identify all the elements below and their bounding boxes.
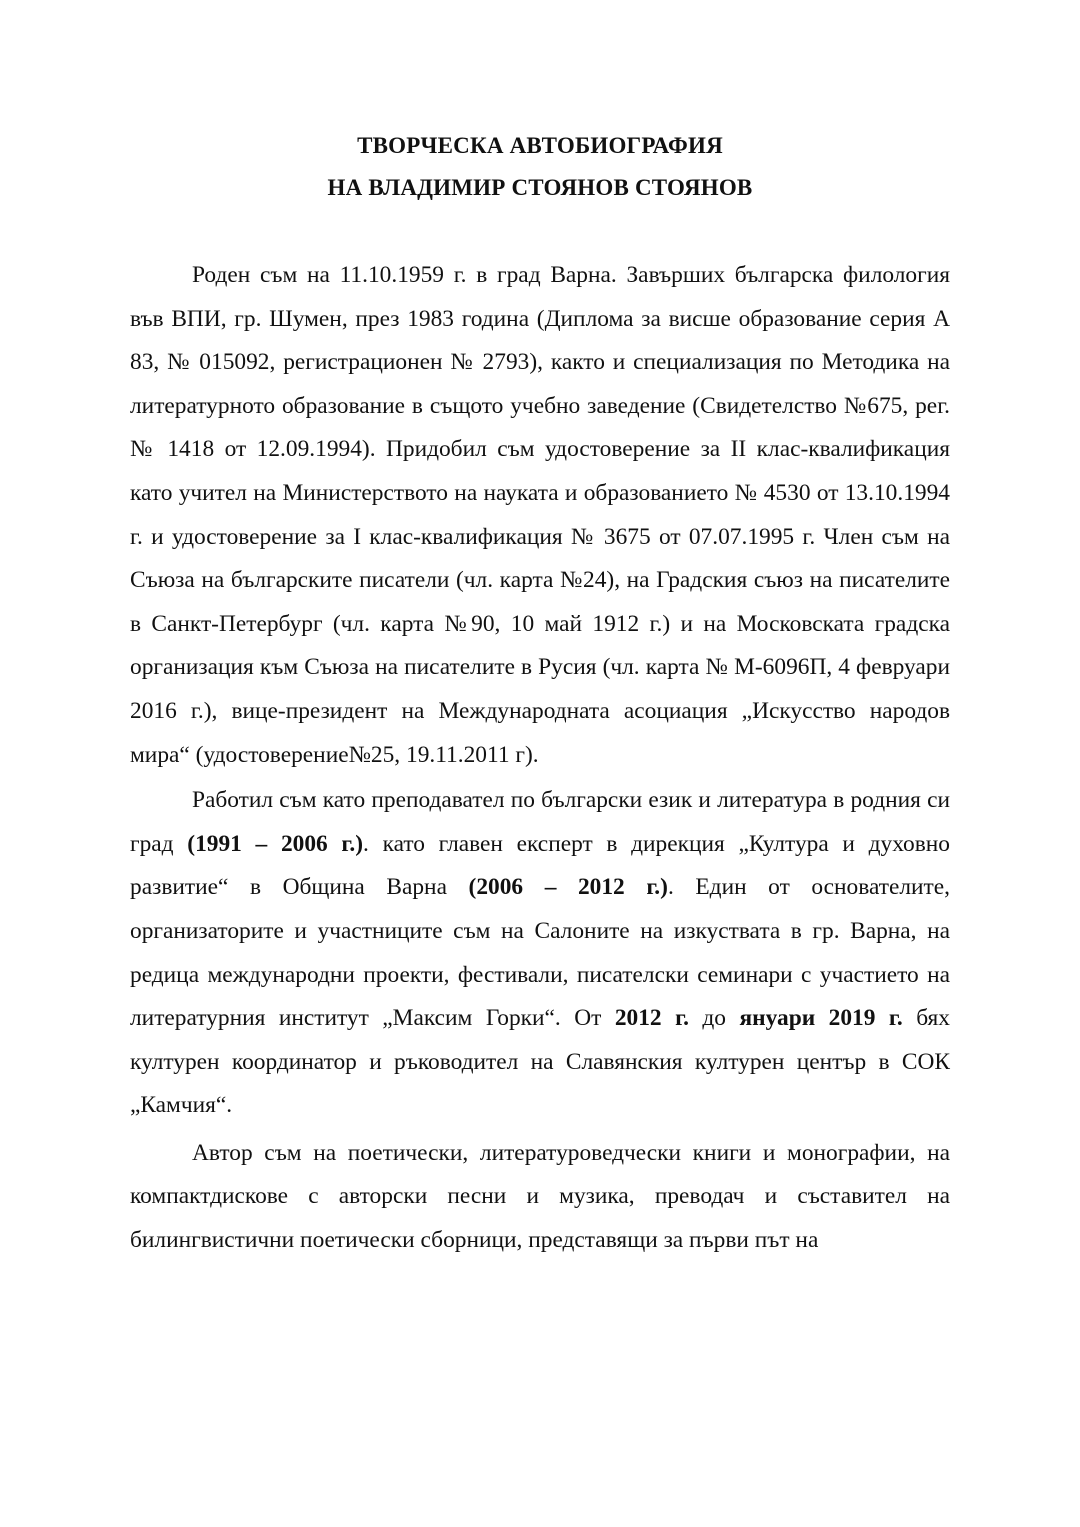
paragraph-2-bold-4: януари 2019 г. [739, 1005, 903, 1032]
paragraph-2 [130, 779, 950, 1128]
paragraph-2-text-3: . Един от основателите, организаторите и участниците съм на Салоните на изкуствата в гр. Варна, на редица международни проекти, фестивали, писателски семинари с участието на литературния институт „Максим Горки“. От [130, 874, 950, 1032]
paragraph-2-text-1: Работил съм като преподавател по български език и литература в родния си град [130, 787, 950, 857]
paragraph-2-bold-3: 2012 г. [614, 1005, 689, 1032]
document-title [0, 125, 1080, 209]
paragraph-2-text-5: бях културен координатор и ръководител на Славянския културен център в СОК „Камчия“. [130, 1005, 950, 1119]
paragraph-3: Автор съм на поетически, литературоведчески книги и монографии, на компактдискове с авторски песни и музика, преводач и съставител на билингвистични поетически сборници, представящи за първи път на [130, 1139, 950, 1254]
paragraph-2-text-4: до [688, 1005, 740, 1032]
paragraph-2-bold-1: (1991 – 2006 г.) [187, 830, 364, 857]
paragraph-2-bold-2: (2006 – 2012 г.) [468, 874, 668, 901]
title-line-1: ТВОРЧЕСКА АВТОБИОГРАФИЯ [357, 133, 723, 158]
paragraph-2-text-2: . като главен експерт в дирекция „Култура и духовно развитие“ в Община Варна [130, 830, 951, 901]
title-line-2: НА ВЛАДИМИР СТОЯНОВ СТОЯНОВ [327, 175, 753, 200]
paragraph-1: Роден съм на 11.10.1959 г. в град Варна. Завърших българска филология във ВПИ, гр. Шумен, през 1983 година (Диплома за висше образование серия А 83, № 015092, регистрационен № 2793), както и специализация по Методика на литературното образование в същото учебно заведение (Свидетелство №675, рег.№ 1418 от 12.09.1994). Придобил съм удостоверение за II клас-квалификация като учител на Министерството на науката и образованието № 4530 от 13.10.1994 г. и удостоверение за I клас-квалификация № 3675 от 07.07.1995 г. Член съм на Съюза на българските писатели (чл. карта №24), на Градския съюз на писателите в Санкт-Петербург (чл. карта №90, 10 май 1912 г.) и на Московската градска организация към Съюза на писателите в Русия (чл. карта № М-6096П, 4 февруари 2016 г.), вице-президент на Международната асоциация „Искусство народов мира“ (удостоверение№25, 19.11.2011 г). [130, 262, 950, 768]
document-body [130, 254, 950, 1263]
